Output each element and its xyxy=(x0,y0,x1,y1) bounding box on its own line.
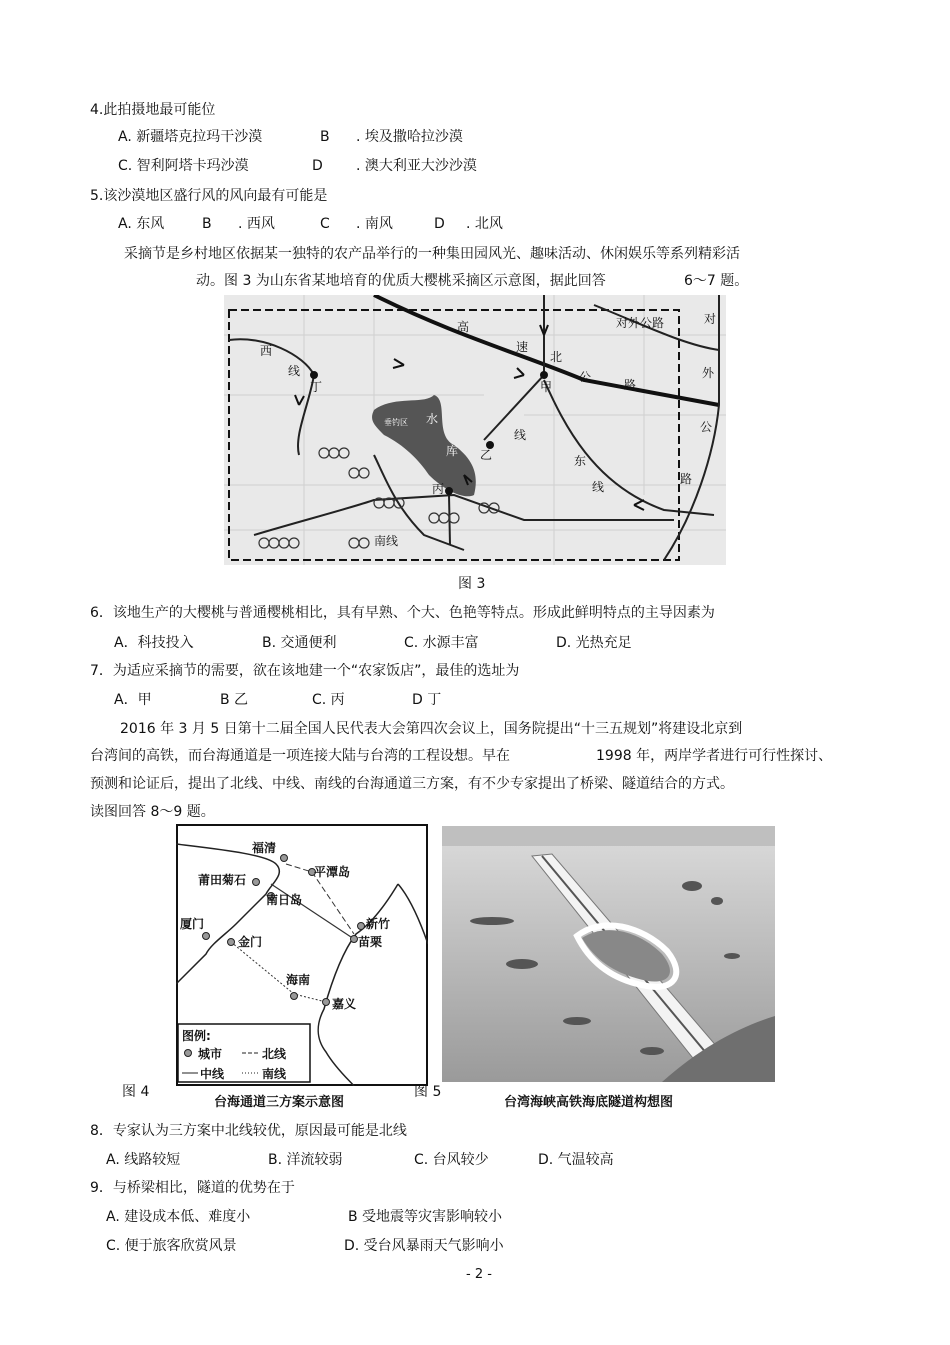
fig4-place-jinmen: 金门 xyxy=(238,935,263,949)
fig3-label-xian2: 线 xyxy=(514,428,527,442)
fig3-label-lu2: 路 xyxy=(680,472,693,486)
fig3-label-bing: 丙 xyxy=(432,482,445,496)
passage2-line1: 2016 年 3 月 5 日第十二届全国人民代表大会第四次会议上，国务院提出“十三五规划”将建设北京到 xyxy=(120,721,743,737)
q6-option-c: C. 水源丰富 xyxy=(404,635,479,651)
fig4-place-putian: 莆田菊石 xyxy=(198,873,247,887)
q8-stem: 8．专家认为三方案中北线较优，原因最可能是北线 xyxy=(90,1123,407,1139)
fig4-place-miaoli: 苗栗 xyxy=(358,935,383,949)
passage2-line4: 读图回答 8～9 题。 xyxy=(90,804,215,820)
q4-option-d: . 澳大利亚大沙沙漠 xyxy=(356,158,477,174)
q4-option-d-letter: D xyxy=(312,158,323,174)
fig3-label-gong: 公 xyxy=(579,370,592,384)
q5-option-a: A. 东风 xyxy=(118,216,165,232)
q7-option-c: C. 丙 xyxy=(312,692,345,708)
q4-option-a: A. 新疆塔克拉玛干沙漠 xyxy=(118,129,263,145)
fig3-label-yi: 乙 xyxy=(480,448,493,462)
figure-4-map xyxy=(176,824,428,1086)
fig4-label: 图 4 xyxy=(122,1084,150,1100)
q8-option-d: D. 气温较高 xyxy=(538,1152,614,1168)
q9-option-c: C. 便于旅客欣赏风景 xyxy=(106,1238,237,1254)
fig4-legend-city: 城市 xyxy=(198,1047,223,1061)
q5-option-c: . 南风 xyxy=(356,216,393,232)
fig5-title: 台湾海峡高铁海底隧道构想图 xyxy=(504,1095,674,1110)
passage2-line2a: 台湾间的高铁，而台海通道是一项连接大陆与台湾的工程设想。早在 xyxy=(90,748,510,764)
q4-option-b: . 埃及撒哈拉沙漠 xyxy=(356,129,463,145)
fig3-label-gao: 高 xyxy=(457,320,470,334)
fig4-place-nanri: 南日岛 xyxy=(266,893,303,907)
q7-option-d: D 丁 xyxy=(412,692,442,708)
figure-3-map xyxy=(224,295,726,565)
fig3-label-nanxian: 南线 xyxy=(374,534,399,548)
fig4-legend-title: 图例: xyxy=(182,1029,211,1043)
q9-option-d: D. 受台风暴雨天气影响小 xyxy=(344,1238,504,1254)
fig4-place-jiayi: 嘉义 xyxy=(332,997,357,1011)
q5-option-b: . 西风 xyxy=(238,216,275,232)
passage2-line3: 预测和论证后，提出了北线、中线、南线的台海通道三方案，有不少专家提出了桥梁、隧道结合的方式。 xyxy=(90,776,734,792)
q5-option-c-letter: C xyxy=(320,216,330,232)
fig3-label-xian3: 线 xyxy=(592,480,605,494)
q9-option-a: A. 建设成本低、难度小 xyxy=(106,1209,251,1225)
fig4-place-fuqing: 福清 xyxy=(252,841,277,855)
q5-option-b-letter: B xyxy=(202,216,212,232)
q8-option-b: B. 洋流较弱 xyxy=(268,1152,343,1168)
fig3-label-xi: 西 xyxy=(260,344,273,358)
q9-option-b: B 受地震等灾害影响较小 xyxy=(348,1209,503,1225)
fig4-legend-south: 南线 xyxy=(262,1067,287,1081)
fig3-label-duiwai: 对外公路 xyxy=(616,316,665,330)
q6-option-a: A．科技投入 xyxy=(114,635,194,651)
fig3-label-dui: 对 xyxy=(704,312,717,326)
fig4-place-xiamen: 厦门 xyxy=(180,917,205,931)
q9-stem: 9．与桥梁相比，隧道的优势在于 xyxy=(90,1180,295,1196)
q6-option-d: D. 光热充足 xyxy=(556,635,632,651)
q4-option-b-letter: B xyxy=(320,129,330,145)
passage1-line1: 采摘节是乡村地区依据某一独特的农产品举行的一种集田园风光、趣味活动、休闲娱乐等系列精彩活 xyxy=(124,246,740,262)
passage1-line2: 动。图 3 为山东省某地培育的优质大樱桃采摘区示意图，据此回答 xyxy=(196,273,606,289)
page-number: - 2 - xyxy=(466,1267,492,1282)
fig3-label-bei: 北 xyxy=(550,350,563,364)
q6-option-b: B. 交通便利 xyxy=(262,635,337,651)
fig4-place-xinzhu: 新竹 xyxy=(366,917,391,931)
fig3-label-gong2: 公 xyxy=(700,420,713,434)
fig3-label-wai: 外 xyxy=(702,366,715,380)
q5-option-d-letter: D xyxy=(434,216,445,232)
fig4-legend-north: 北线 xyxy=(262,1047,287,1061)
fig4-place-pingtan: 平潭岛 xyxy=(314,865,351,879)
fig3-label-jia: 甲 xyxy=(540,380,553,394)
q5-stem: 5.该沙漠地区盛行风的风向最有可能是 xyxy=(90,188,328,204)
fig3-label-lu: 路 xyxy=(624,378,637,392)
fig4-legend-middle: 中线 xyxy=(200,1067,225,1081)
fig4-title: 台海通道三方案示意图 xyxy=(214,1095,345,1110)
q7-option-a: A．甲 xyxy=(114,692,152,708)
fig3-label-diaoyu: 垂钓区 xyxy=(384,418,408,427)
fig3-label-dong: 东 xyxy=(574,454,587,468)
fig3-label-shui: 水 xyxy=(426,412,439,426)
fig3-caption: 图 3 xyxy=(458,576,486,592)
passage2-line2b: 1998 年，两岸学者进行可行性探讨、 xyxy=(596,748,833,764)
q4-stem: 4.此拍摄地最可能位 xyxy=(90,102,216,118)
q8-option-a: A. 线路较短 xyxy=(106,1152,181,1168)
q4-option-c: C. 智利阿塔卡玛沙漠 xyxy=(118,158,249,174)
figure-5-illustration xyxy=(442,826,775,1082)
passage1-line2b: 6～7 题。 xyxy=(684,273,749,289)
q8-option-c: C. 台风较少 xyxy=(414,1152,489,1168)
q7-stem: 7．为适应采摘节的需要，欲在该地建一个“农家饭店”，最佳的选址为 xyxy=(90,663,520,679)
fig3-label-su: 速 xyxy=(516,340,529,354)
q6-stem: 6．该地生产的大樱桃与普通樱桃相比，具有早熟、个大、色艳等特点。形成此鲜明特点的主导因素为 xyxy=(90,605,715,621)
q7-option-b: B 乙 xyxy=(220,692,249,708)
fig3-label-xian: 线 xyxy=(288,364,301,378)
fig4-place-hainan: 海南 xyxy=(286,973,311,987)
fig5-label: 图 5 xyxy=(414,1084,442,1100)
q5-option-d: . 北风 xyxy=(466,216,503,232)
fig3-label-ding: 丁 xyxy=(310,380,323,394)
fig3-label-ku: 库 xyxy=(446,444,459,458)
